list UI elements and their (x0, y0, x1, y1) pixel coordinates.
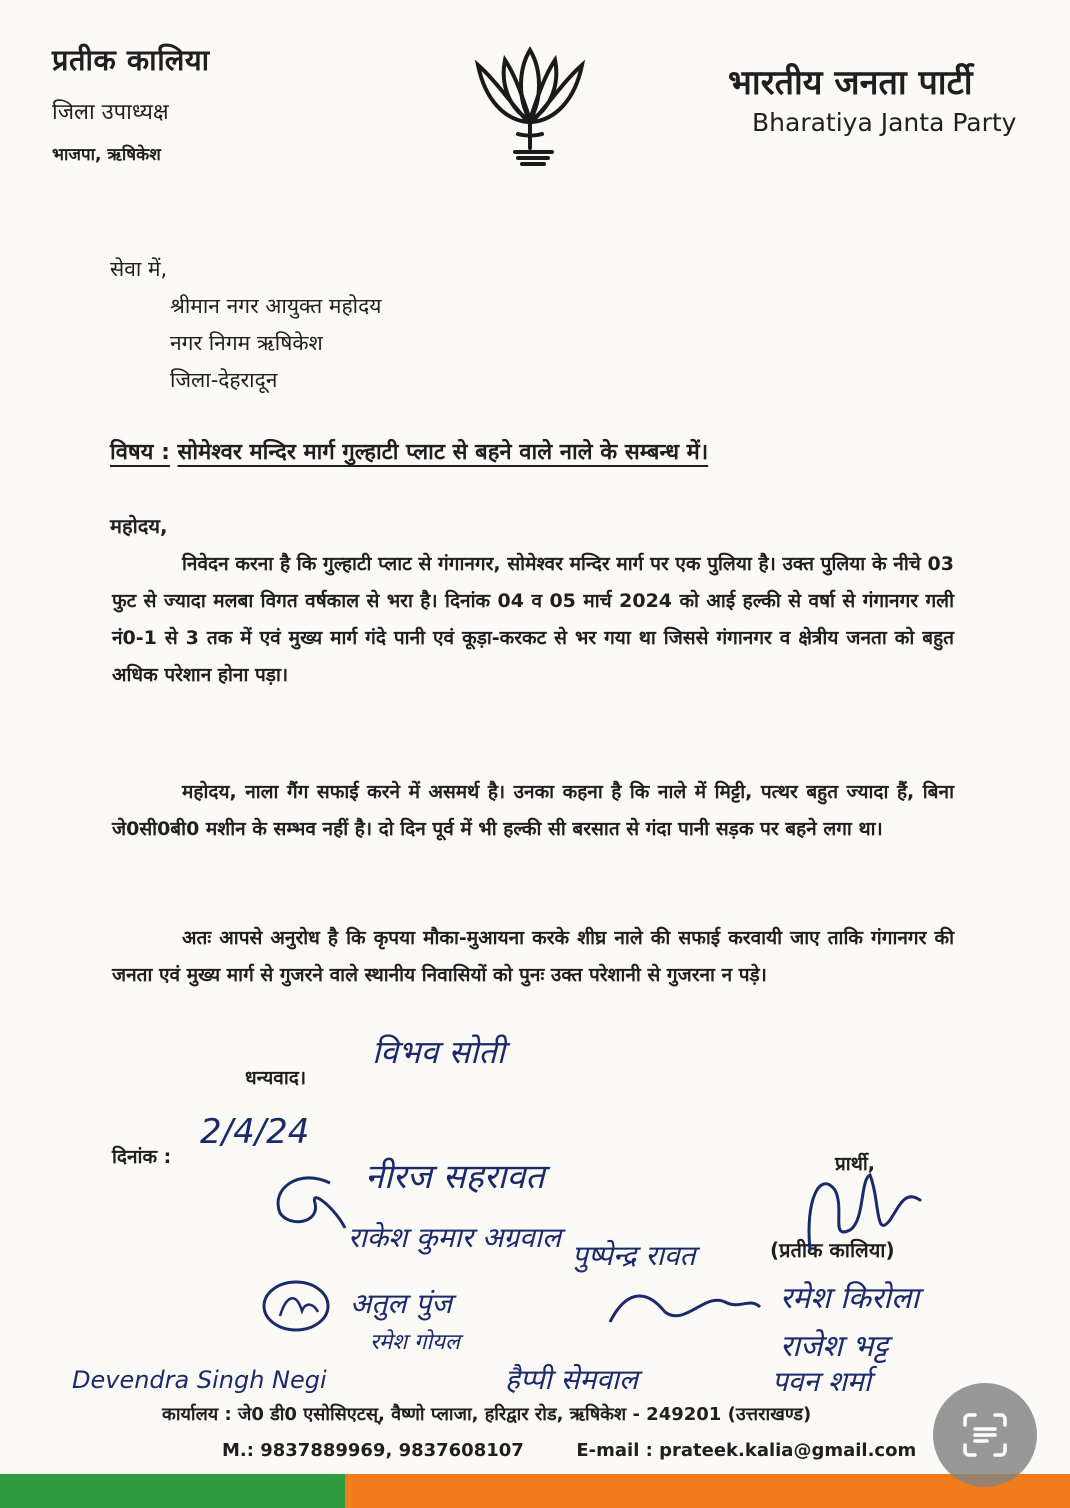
body-paragraph-1: निवेदन करना है कि गुल्हाटी प्लाट से गंगानगर, सोमेश्वर मन्दिर मार्ग पर एक पुलिया है। उक्त पुलिया के नीचे 03 फुट से ज्यादा मलबा विगत वर्षकाल से भरा है। दिनांक 04 व 05 मार्च 2024 को आई हल्की से वर्षा से गंगानगर गली नं0-1 से 3 तक में एवं मुख्य मार्ग गंदे पानी एवं कूड़ा-करकट से भर गया था जिससे गंगानगर व क्षेत्रीय जनता को बहुत अधिक परेशान होना पड़ा। (112, 553, 954, 686)
sender-org: भाजपा, ऋषिकेश (52, 145, 161, 165)
signature-10: हैप्पी सेमवाल (505, 1363, 639, 1396)
applicant-label: प्रार्थी, (835, 1153, 876, 1175)
subject-line (110, 436, 708, 466)
scribble-signature (260, 1168, 350, 1238)
applicant-name: (प्रतीक कालिया) (770, 1238, 895, 1262)
sender-name: प्रतीक कालिया (52, 43, 210, 77)
lotus-icon (470, 40, 590, 170)
recipient-line-1: श्रीमान नगर आयुक्त महोदय (170, 294, 382, 318)
applicant-signature (790, 1160, 940, 1270)
thanks-text: धन्यवाद। (245, 1067, 307, 1089)
signature-6: रमेश किरोला (780, 1281, 920, 1316)
recipient-prefix: सेवा में, (110, 257, 168, 281)
signature-8: रमेश गोयल (370, 1330, 460, 1355)
circled-signature (258, 1276, 338, 1336)
signature-11: पवन शर्मा (772, 1365, 871, 1398)
signature-3: राकेश कुमार अग्रवाल (348, 1221, 561, 1254)
body-paragraph-3: अतः आपसे अनुरोध है कि कृपया मौका-मुआयना करके शीघ्र नाले की सफाई करवायी जाए ताकि गंगानगर की जनता एवं मुख्य मार्ग से गुजरने वाले स्थानीय निवासियों को पुनः उक्त परेशानी से गुजरना न पड़े। (112, 927, 954, 986)
signature-5: अतुल पुंज (350, 1287, 452, 1320)
subject-label: विषय : (110, 440, 170, 465)
signature-7: राजेश भट्ट (780, 1329, 888, 1364)
recipient-line-2: नगर निगम ऋषिकेश (170, 331, 323, 355)
signature-2: नीरज सहरावत (365, 1157, 545, 1197)
party-name-hindi: भारतीय जनता पार्टी (728, 63, 973, 103)
email-address: E-mail : prateek.kalia@gmail.com (576, 1440, 917, 1461)
recipient-line-3: जिला-देहरादून (170, 368, 278, 392)
scribble-signature-2 (605, 1282, 765, 1332)
sender-role: जिला उपाध्यक्ष (52, 100, 169, 125)
scan-text-button[interactable] (933, 1383, 1037, 1487)
scan-text-icon (961, 1411, 1009, 1459)
subject-text: सोमेश्वर मन्दिर मार्ग गुल्हाटी प्लाट से बहने वाले नाले के सम्बन्ध में। (177, 440, 709, 465)
signature-9: Devendra Singh Negi (72, 1366, 327, 1394)
contact-line (222, 1440, 916, 1461)
mobile-numbers: M.: 9837889969, 9837608107 (222, 1440, 524, 1461)
salutation: महोदय, (110, 514, 168, 538)
body-paragraph-2: महोदय, नाला गैंग सफाई करने में असमर्थ है। उनका कहना है कि नाले में मिट्टी, पत्थर बहुत ज्यादा हैं, बिना जे0सी0बी0 मशीन के सम्भव नहीं है। दो दिन पूर्व में भी हल्की सी बरसात से गंदा पानी सड़क पर बहने लगा था। (112, 781, 954, 840)
date-handwritten: 2/4/24 (200, 1112, 310, 1152)
signature-4: पुष्पेन्द्र रावत (572, 1239, 696, 1272)
office-address: कार्यालय : जे0 डी0 एसोसिएटस्, वैष्णो प्लाजा, हरिद्वार रोड, ऋषिकेश - 249201 (उत्तराखण्ड) (162, 1404, 812, 1425)
party-name-english: Bharatiya Janta Party (752, 108, 1017, 137)
signature-1: विभव सोती (372, 1033, 505, 1071)
date-label: दिनांक : (112, 1146, 172, 1168)
footer-stripe-green (0, 1474, 345, 1508)
